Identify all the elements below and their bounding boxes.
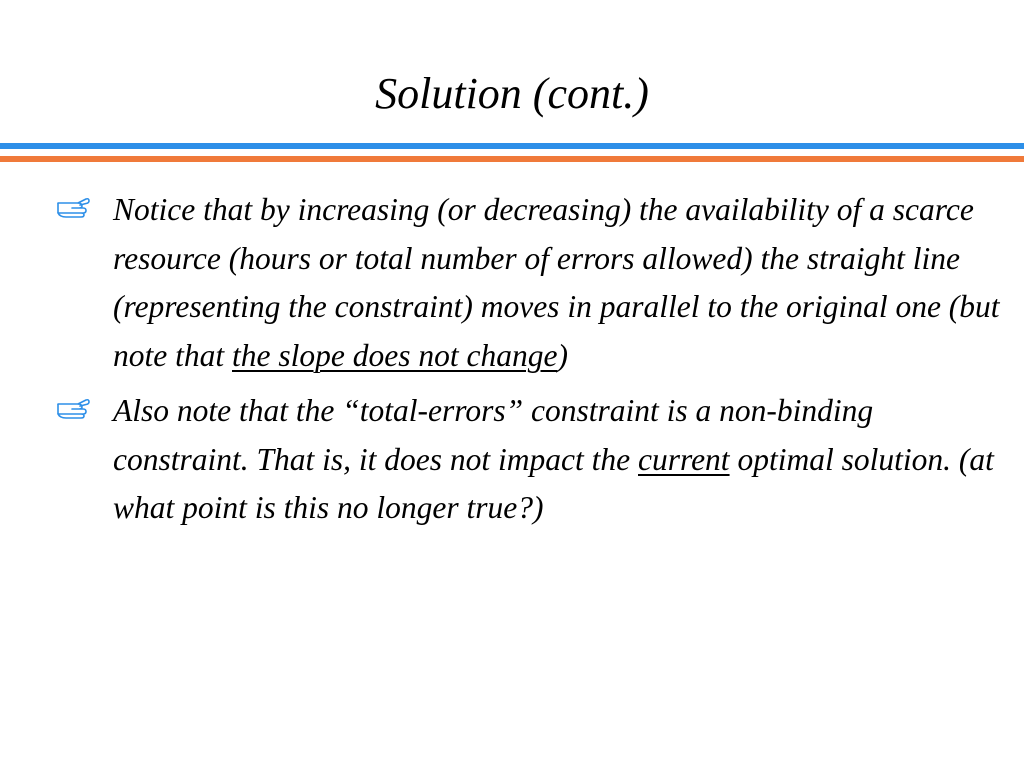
title-divider-orange xyxy=(0,156,1024,162)
bullet-text-end: ) xyxy=(557,337,568,373)
slide-title: Solution (cont.) xyxy=(375,69,649,118)
bullet-text: Also note that the “total-errors” constraint is a non-binding constraint. That is, it does not impact the xyxy=(113,393,874,477)
bullet-emphasis: current xyxy=(638,441,730,477)
bullet-item xyxy=(56,387,1006,533)
pointing-hand-icon xyxy=(56,395,92,419)
bullet-emphasis: the slope does not change xyxy=(232,337,558,373)
pointing-hand-icon xyxy=(56,194,92,218)
bullet-text: Notice that by increasing (or decreasing) the availability of a scarce resource (hours or total number of errors allowed) the straight line (representing the constraint) moves in parallel to the original one (but note that xyxy=(113,192,1000,373)
bullet-text-end: optimal solution. (at what point is this no longer true?) xyxy=(113,441,994,525)
title-divider-blue xyxy=(0,143,1024,149)
bullet-item xyxy=(56,186,1006,380)
bullet-list xyxy=(56,186,1006,540)
